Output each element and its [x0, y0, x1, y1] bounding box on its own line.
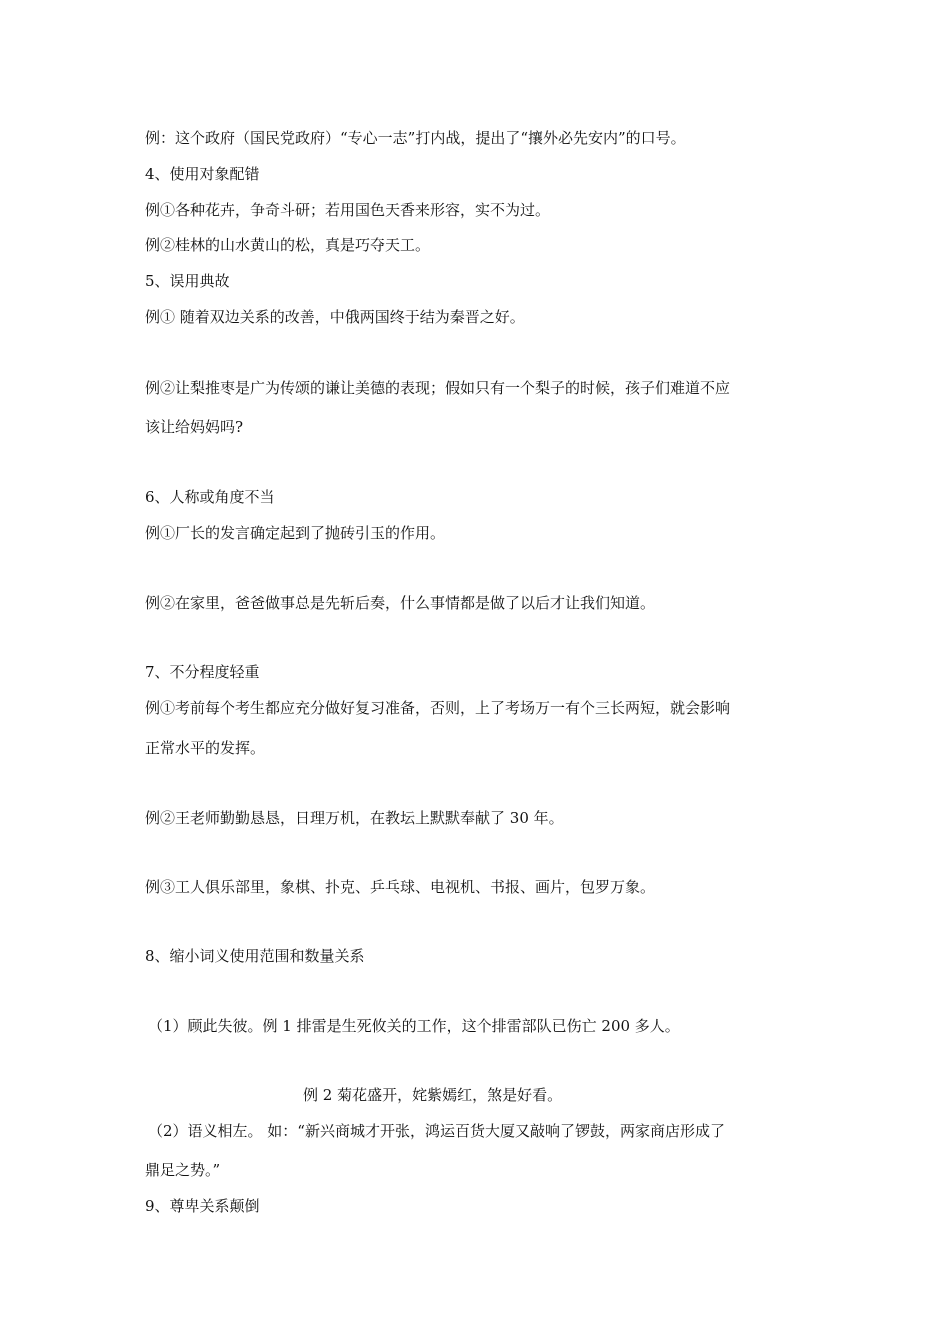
text-line: 例②在家里，爸爸做事总是先斩后奏，什么事情都是做了以后才让我们知道。	[145, 594, 656, 612]
section-heading: 7、不分程度轻重	[145, 663, 260, 681]
text-line: （1）顾此失彼。例 1 排雷是生死攸关的工作，这个排雷部队已伤亡 200 多人。	[148, 1017, 680, 1035]
text-line: 例①厂长的发言确定起到了抛砖引玉的作用。	[145, 524, 446, 542]
text-line: 例③工人俱乐部里，象棋、扑克、乒乓球、电视机、书报、画片，包罗万象。	[145, 878, 656, 896]
text-line: 该让给妈妈吗?	[145, 418, 244, 436]
text-line: 例②让梨推枣是广为传颂的谦让美德的表现；假如只有一个梨子的时候，孩子们难道不应	[145, 379, 731, 397]
text-line: （2）语义相左。 如：“新兴商城才开张，鸿运百货大厦又敲响了锣鼓，两家商店形成了	[148, 1122, 725, 1140]
section-heading: 6、人称或角度不当	[145, 488, 275, 506]
text-line: 例① 随着双边关系的改善，中俄两国终于结为秦晋之好。	[145, 308, 525, 326]
section-heading: 9、尊卑关系颠倒	[145, 1197, 260, 1215]
text-line: 例 2 菊花盛开，姹紫嫣红，煞是好看。	[303, 1086, 563, 1104]
section-heading: 5、误用典故	[145, 272, 230, 290]
section-heading: 8、缩小词义使用范围和数量关系	[145, 947, 365, 965]
text-line: 例①考前每个考生都应充分做好复习准备，否则，上了考场万一有个三长两短，就会影响	[145, 699, 731, 717]
text-line: 例②桂林的山水黄山的松，真是巧夺天工。	[145, 236, 431, 254]
section-heading: 4、使用对象配错	[145, 165, 260, 183]
text-line: 例①各种花卉，争奇斗研；若用国色天香来形容，实不为过。	[145, 201, 551, 219]
text-line: 例②王老师勤勤恳恳，日理万机，在教坛上默默奉献了 30 年。	[145, 809, 564, 827]
text-line: 正常水平的发挥。	[145, 739, 266, 757]
text-line: 例：这个政府（国民党政府）“专心一志”打内战，提出了“攘外必先安内”的口号。	[145, 129, 686, 147]
text-line: 鼎足之势。”	[145, 1161, 221, 1179]
